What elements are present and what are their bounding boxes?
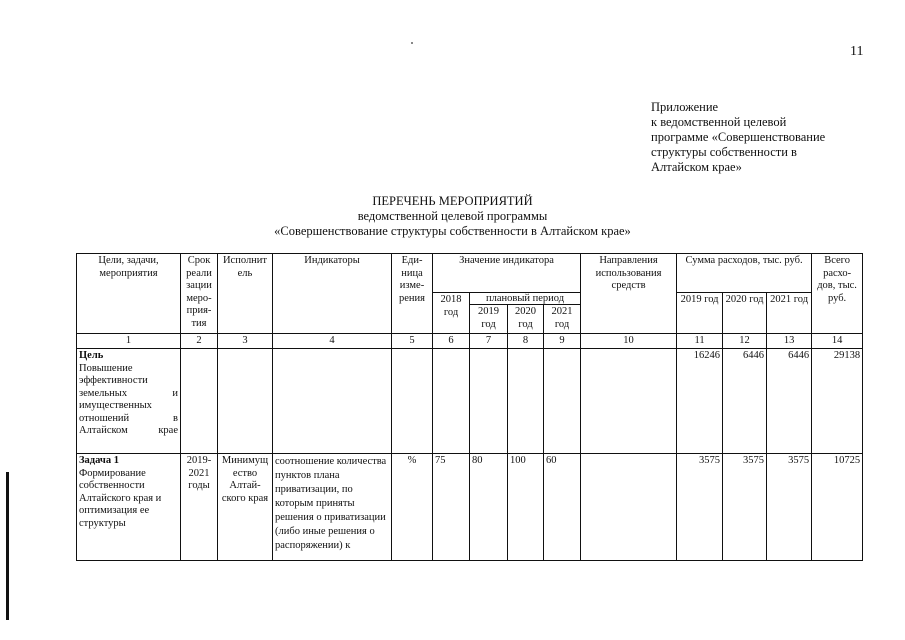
task-cell [77,454,181,561]
header-plan-2020: 2020 год [508,305,544,334]
header-exp-2021: 2021 год [767,293,812,334]
goal-label: Цель [79,350,104,361]
appendix-line-2: к ведомственной целевой [651,115,787,129]
goal-total: 29138 [812,349,863,454]
col-num-5: 5 [392,334,433,349]
header-total: Всего расхо-дов, тыс. руб. [812,254,863,334]
appendix-note [651,100,881,175]
col-num-1: 1 [77,334,181,349]
task-exp-2019: 3575 [677,454,723,561]
task-value-2021: 60 [544,454,581,561]
header-term: Срок реали зации меро-прия-тия [181,254,218,334]
task-exp-2021: 3575 [767,454,812,561]
title-line-1: ПЕРЕЧЕНЬ МЕРОПРИЯТИЙ [372,194,533,208]
scan-binder-line [6,472,9,620]
goal-exp-2021: 6446 [767,349,812,454]
document-title [0,194,905,239]
activities-table [76,253,863,561]
goal-exp-2019: 16246 [677,349,723,454]
col-num-3: 3 [218,334,273,349]
task-value-2019: 80 [470,454,508,561]
col-num-12: 12 [723,334,767,349]
col-num-10: 10 [581,334,677,349]
col-num-9: 9 [544,334,581,349]
appendix-line-1: Приложение [651,100,719,114]
task-value-2018: 75 [433,454,470,561]
col-num-4: 4 [273,334,392,349]
header-plan-2019: 2019 год [470,305,508,334]
appendix-line-3: программе «Совершенствование [651,130,826,144]
col-num-13: 13 [767,334,812,349]
title-line-2: ведомственной целевой программы [357,209,548,223]
header-exp-2020: 2020 год [723,293,767,334]
task-value-2020: 100 [508,454,544,561]
task-indicator: соотношение количества пунктов плана приватизации, по которым приняты решения о приватизации (либо иные решения о распоряжении) к [273,454,392,561]
goal-exp-2020: 6446 [723,349,767,454]
task-text: Формирование собственности Алтайского края и оптимизация ее структуры [79,467,162,529]
title-line-3: «Совершенствование структуры собственности в Алтайском крае» [274,224,631,238]
header-executor: Исполнит ель [218,254,273,334]
appendix-line-5: Алтайском крае» [651,160,742,174]
page-number: 11 [850,44,864,59]
header-unit: Еди-ница изме-рения [392,254,433,334]
col-num-14: 14 [812,334,863,349]
header-year-2018: 2018 год [433,293,470,334]
header-planned-period: плановый период [470,293,581,305]
goal-row [77,349,863,454]
task-executor: Минимущ ество Алтай-ского края [218,454,273,561]
task-total: 10725 [812,454,863,561]
header-directions: Направления использования средств [581,254,677,334]
col-num-8: 8 [508,334,544,349]
header-goals: Цели, задачи, мероприятия [77,254,181,334]
scan-speck [411,42,413,44]
col-num-6: 6 [433,334,470,349]
header-indicator-value: Значение индикатора [433,254,581,293]
column-number-row [77,334,863,349]
header-exp-2019: 2019 год [677,293,723,334]
col-num-2: 2 [181,334,218,349]
header-expenses: Сумма расходов, тыс. руб. [677,254,812,293]
goal-cell [77,349,181,454]
task-row [77,454,863,561]
appendix-line-4: структуры собственности в [651,145,797,159]
task-unit: % [392,454,433,561]
header-indicators: Индикаторы [273,254,392,334]
goal-text: Повышение эффективности земельных и имущественных отношений в Алтайском крае [79,362,178,436]
task-exp-2020: 3575 [723,454,767,561]
col-num-7: 7 [470,334,508,349]
col-num-11: 11 [677,334,723,349]
header-plan-2021: 2021 год [544,305,581,334]
task-label: Задача 1 [79,455,119,466]
task-term: 2019-2021 годы [181,454,218,561]
